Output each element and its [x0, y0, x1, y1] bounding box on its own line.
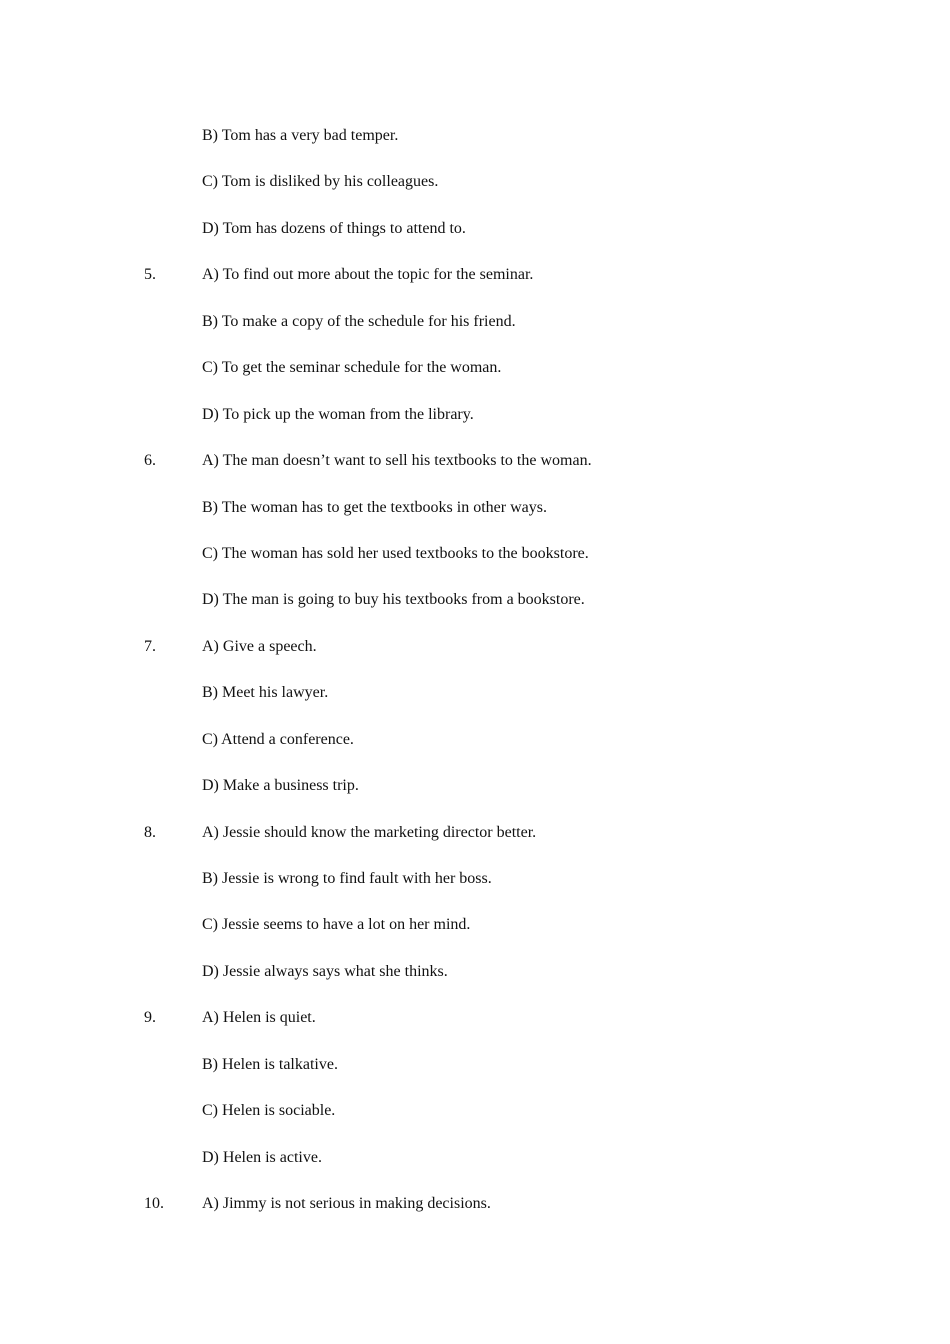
option-line	[0, 915, 950, 961]
question-number: 7.	[144, 637, 156, 655]
option-line	[0, 312, 950, 358]
option-text: D) Tom has dozens of things to attend to.	[202, 219, 466, 237]
option-text: D) Jessie always says what she thinks.	[202, 962, 448, 980]
option-text: D) The man is going to buy his textbooks from a bookstore.	[202, 591, 585, 609]
option-line	[0, 405, 950, 451]
option-text: C) To get the seminar schedule for the woman.	[202, 359, 502, 377]
option-line	[0, 451, 950, 497]
answer-options-list	[0, 126, 950, 1241]
option-text: C) The woman has sold her used textbooks to the bookstore.	[202, 544, 589, 562]
option-line	[0, 1148, 950, 1194]
option-text: D) Make a business trip.	[202, 777, 359, 795]
option-text: A) Give a speech.	[202, 637, 317, 655]
option-line	[0, 498, 950, 544]
option-text: B) To make a copy of the schedule for his friend.	[202, 312, 516, 330]
option-line	[0, 1101, 950, 1147]
option-text: C) Tom is disliked by his colleagues.	[202, 173, 439, 191]
option-line	[0, 544, 950, 590]
option-line	[0, 823, 950, 869]
option-line	[0, 869, 950, 915]
question-number: 5.	[144, 266, 156, 284]
option-text: A) Jessie should know the marketing director better.	[202, 823, 537, 841]
question-number: 8.	[144, 823, 156, 841]
option-text: B) Tom has a very bad temper.	[202, 127, 399, 144]
option-line	[0, 1008, 950, 1054]
option-text: B) The woman has to get the textbooks in other ways.	[202, 498, 547, 516]
option-text: A) Helen is quiet.	[202, 1009, 316, 1027]
option-text: A) The man doesn’t want to sell his textbooks to the woman.	[202, 452, 592, 470]
question-number: 9.	[144, 1009, 156, 1027]
option-line	[0, 219, 950, 265]
option-text: C) Helen is sociable.	[202, 1102, 336, 1120]
option-text: B) Meet his lawyer.	[202, 684, 329, 702]
option-line	[0, 637, 950, 683]
option-text: B) Helen is talkative.	[202, 1055, 338, 1073]
option-line	[0, 126, 950, 172]
option-line	[0, 358, 950, 404]
option-text: D) Helen is active.	[202, 1148, 322, 1166]
option-text: A) To find out more about the topic for the seminar.	[202, 266, 534, 284]
question-number: 10.	[144, 1195, 164, 1213]
option-line	[0, 1194, 950, 1240]
option-text: C) Attend a conference.	[202, 730, 354, 748]
option-line	[0, 172, 950, 218]
option-line	[0, 730, 950, 776]
option-text: D) To pick up the woman from the library.	[202, 405, 474, 423]
option-text: B) Jessie is wrong to find fault with her boss.	[202, 870, 492, 887]
option-line	[0, 962, 950, 1008]
option-line	[0, 1055, 950, 1101]
option-line	[0, 683, 950, 729]
option-line	[0, 265, 950, 311]
option-line	[0, 590, 950, 636]
question-number: 6.	[144, 452, 156, 470]
option-line	[0, 776, 950, 822]
option-text: C) Jessie seems to have a lot on her mind.	[202, 916, 471, 934]
option-text: A) Jimmy is not serious in making decisions.	[202, 1195, 491, 1213]
